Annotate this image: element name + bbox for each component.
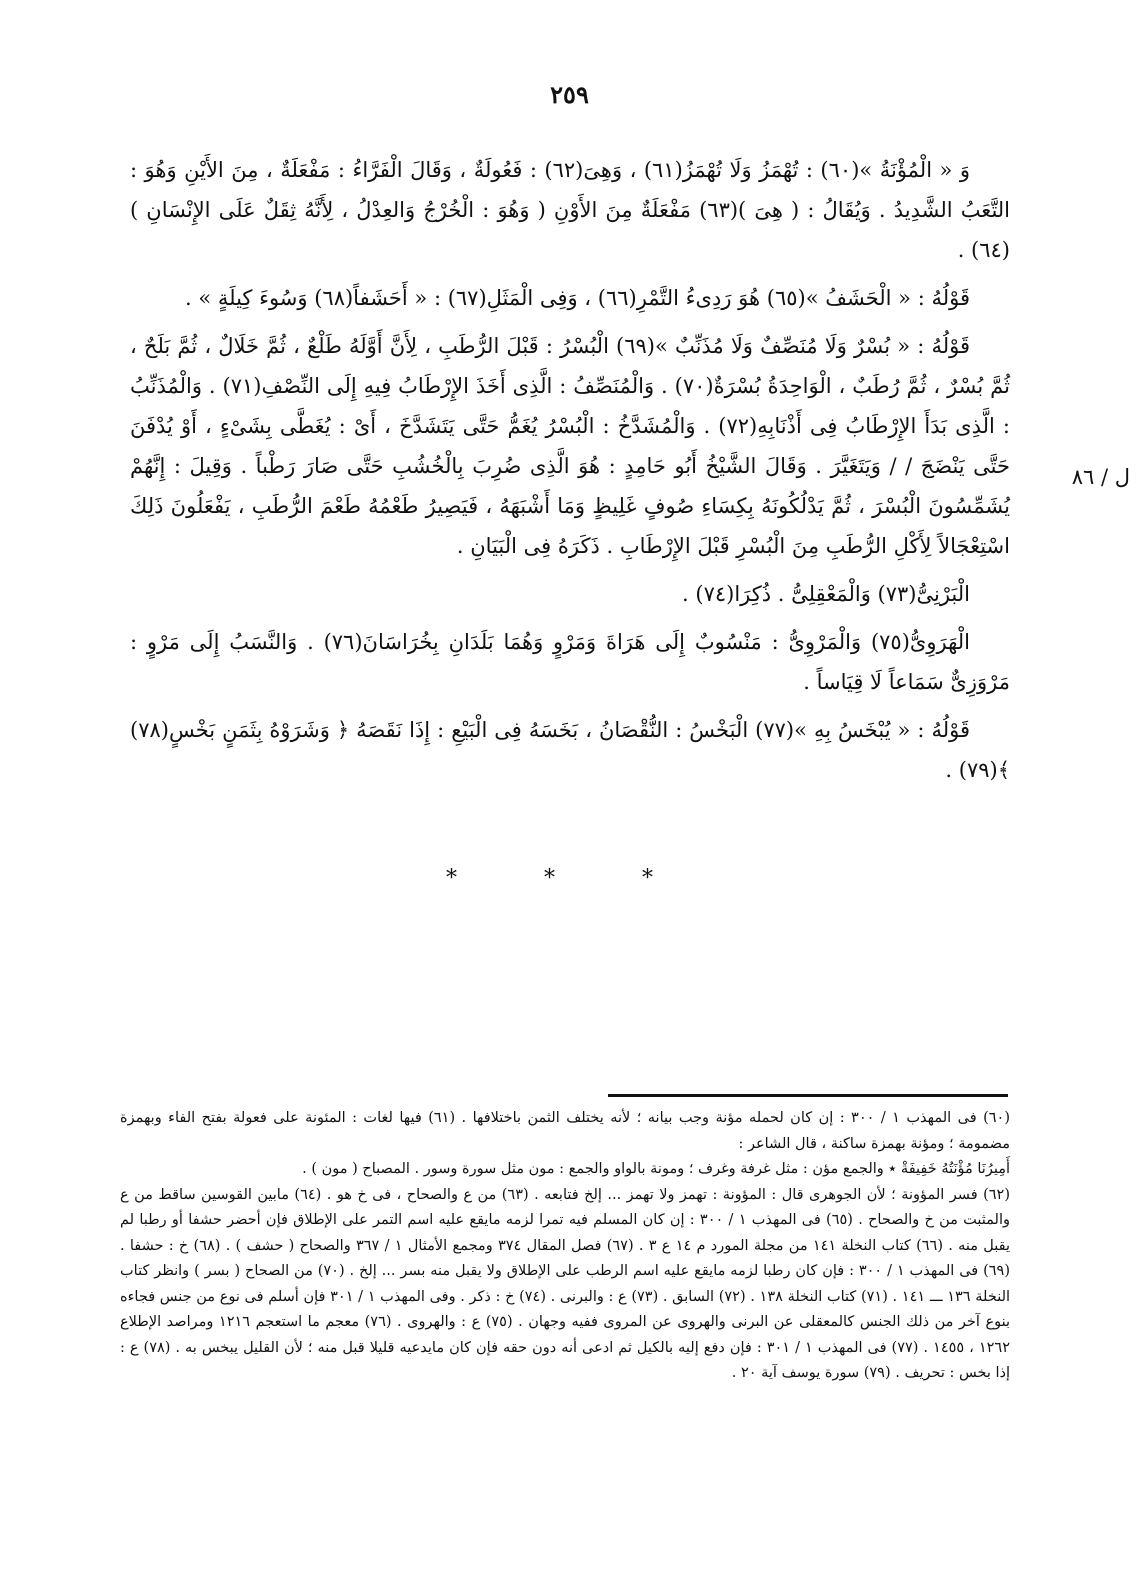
margin-manuscript-reference: ل / ٨٦	[1071, 465, 1130, 489]
paragraph-busr: قَوْلُهُ : « بُسْرٌ وَلَا مُنَصِّفٌ وَلَا مُذَنِّبٌ »(٦٩) الْبُسْرُ : قَبْلَ الرُّطَبِ ، لِأَنَّ أَوَّلَهُ طَلْعٌ ، ثُمَّ خَلَالٌ ، ثُمَّ بَلَحٌ ، ثُمَّ بُسْرٌ ، ثُمَّ رُطَبٌ ، الْوَاحِدَةُ بُسْرَةٌ(٧٠) . وَالْمُنَصِّفُ : الَّذِى أَخَذَ الإِرْطَابُ فِيهِ إِلَى النِّصْفِ(٧١) . وَالْمُذَنِّبُ : الَّذِى بَدَأَ الإِرْطَابُ فِى أَذْنَابِهِ(٧٢) . وَالْمُشَدَّخُ : الْبُسْرُ يُغَمُّ حَتَّى يَتَشَدَّخَ ، أَىْ : يُغَطَّى بِشَىْءٍ ، أَوْ يُدْفَنَ حَتَّى يَنْضَجَ / / وَيَتَغَيَّرَ . وَقَالَ الشَّيْخُ أَبُو حَامِدٍ : هُوَ الَّذِى ضُرِبَ بِالْخُشُبِ حَتَّى صَارَ رَطْباً . وَقِيلَ : إِنَّهُمْ يُشَمِّسُونَ الْبُسْرَ ، ثُمَّ يَدْلُكُونَهُ بِكِسَاءِ صُوفٍ غَلِيظٍ وَمَا أَشْبَهَهُ ، فَيَصِيرُ طَعْمُهُ طَعْمَ الرُّطَبِ ، يَفْعَلُونَ ذَلِكَ اسْتِعْجَالاً لِأَكْلِ الرُّطَبِ مِنَ الْبُسْرِ قَبْلَ الإِرْطَابِ . ذَكَرَهُ فِى الْبَيَانِ .	[130, 334, 1010, 558]
section-separator: * * *	[446, 866, 693, 891]
footnote-block: أَمِيرُنَا مُؤْنَتُهُ خَفِيفَةْ ٭ والجمع مؤن : مثل غرفة وغرف ؛ ومونة بالواو والجمع : مون مثل سورة وسور . المصباح ( مون ) .	[302, 1161, 1010, 1177]
paragraph-barni: الْبَرْنِىُّ(٧٣) وَالْمَعْقِلِىُّ . ذُكِرَا(٧٤) .	[682, 582, 970, 606]
footnotes	[120, 1106, 1010, 1387]
paragraph-harawi: الْهَرَوِىُّ(٧٥) وَالْمَرْوِىُّ : مَنْسُوبٌ إِلَى هَرَاةَ وَمَرْوٍ وَهُمَا بَلَدَانِ بِخُرَاسَانَ(٧٦) . وَالنَّسَبُ إِلَى مَرْوٍ : مَرْوَزِىٌّ سَمَاعاً لَا قِيَاساً .	[130, 630, 1010, 694]
paragraph-yubkhas: قَوْلُهُ : « يُبْخَسُ بِهِ »(٧٧) الْبَخْسُ : النُّقْصَانُ ، بَخَسَهُ فِى الْبَيْعِ : إِذَا نَقَصَهُ ﴿ وَشَرَوْهُ بِثَمَنٍ بَخْسٍ(٧٨) ﴾(٧٩) .	[130, 718, 1010, 782]
footnote-block: (٦٢) فسر المؤونة ؛ لأن الجوهرى قال : المؤونة : تهمز ولا تهمز ... إلخ فتابعه . (٦٣) من ع والصحاح ، فى خ هو . (٦٤) مابين القوسين ساقط من ع والمثبت من خ والصحاح . (٦٥) فى المهذب ١ / ٣٠٠ : إن كان المسلم فيه تمرا لزمه مايقع عليه اسم التمر على الإطلاق فإن أحضر حشفا أو رطبا لم يقبل منه . (٦٦) كتاب النخلة ١٤١ من مجلة المورد م ١٤ ع ٣ . (٦٧) فصل المقال ٣٧٤ ومجمع الأمثال ١ / ٣٦٧ والصحاح ( حشف ) . (٦٨) خ : حشفا . (٦٩) فى المهذب ١ / ٣٠٠ : فإن كان رطبا لزمه مايقع عليه اسم الرطب على الإطلاق ولا يقبل منه بسر ... إلخ . (٧٠) من الصحاح ( بسر ) وانظر كتاب النخلة ١٣٦ ـــ ١٤١ . (٧١) كتاب النخلة ١٣٨ . (٧٢) السابق . (٧٣) ع : والبرنى . (٧٤) خ : ذكر . وفى المهذب ١ / ٣٠١ فإن أسلم فى نوع من جنس فجاءه بنوع آخر من ذلك الجنس كالمعقلى عن البرنى والهروى عن المروى ففيه وجهان . (٧٥) ع : والهروى . (٧٦) معجم ما استعجم ١٢١٦ ومراصد الإطلاع ١٢٦٢ ، ١٤٥٥ . (٧٧) فى المهذب ١ / ٣٠١ : فإن دفع إليه بالكيل ثم ادعى أنه دون حقه فإن كان مايدعيه قليلا قبل منه ؛ لأن القليل يبخس به . (٧٨) ع : إذا بخس : تحريف . (٧٩) سورة يوسف آية ٢٠ .	[120, 1186, 1011, 1381]
page-number: ٢٥٩	[550, 80, 589, 109]
footnote-divider	[608, 1094, 1008, 1097]
paragraph-hashaf: قَوْلُهُ : « الْحَشَفُ »(٦٥) هُوَ رَدِىءُ التَّمْرِ(٦٦) ، وَفِى الْمَثَلِ(٦٧) : « أَحَشَفاً(٦٨) وَسُوءَ كِيلَةٍ » .	[184, 286, 970, 310]
footnote-block: (٦٠) فى المهذب ١ / ٣٠٠ : إن كان لحمله مؤنة وجب بيانه ؛ لأنه يختلف الثمن باختلافها . (٦١) فيها لغات : المئونة على فعولة بفتح الفاء وبهمزة مضمومة ؛ ومؤنة بهمزة ساكنة ، قال الشاعر :	[120, 1110, 1010, 1152]
main-text	[130, 150, 1010, 798]
paragraph-mouna: وَ « الْمُؤْنَةُ »(٦٠) : تُهْمَزُ وَلَا تُهْمَزُ(٦١) ، وَهِىَ(٦٢) : فَعُولَةٌ ، وَقَالَ الْفَرَّاءُ : مَفْعَلَةٌ ، مِنَ الأَيْنِ وَهُوَ : التَّعَبُ الشَّدِيدُ . وَيُقَالُ : ( هِىَ )(٦٣) مَفْعَلَةٌ مِنَ الأَوْنِ ( وَهُوَ : الْخُرْجُ وَالعِدْلُ ، لِأَنَّهُ ثِقَلٌ عَلَى الإِنْسَانِ )(٦٤) .	[130, 158, 1011, 262]
